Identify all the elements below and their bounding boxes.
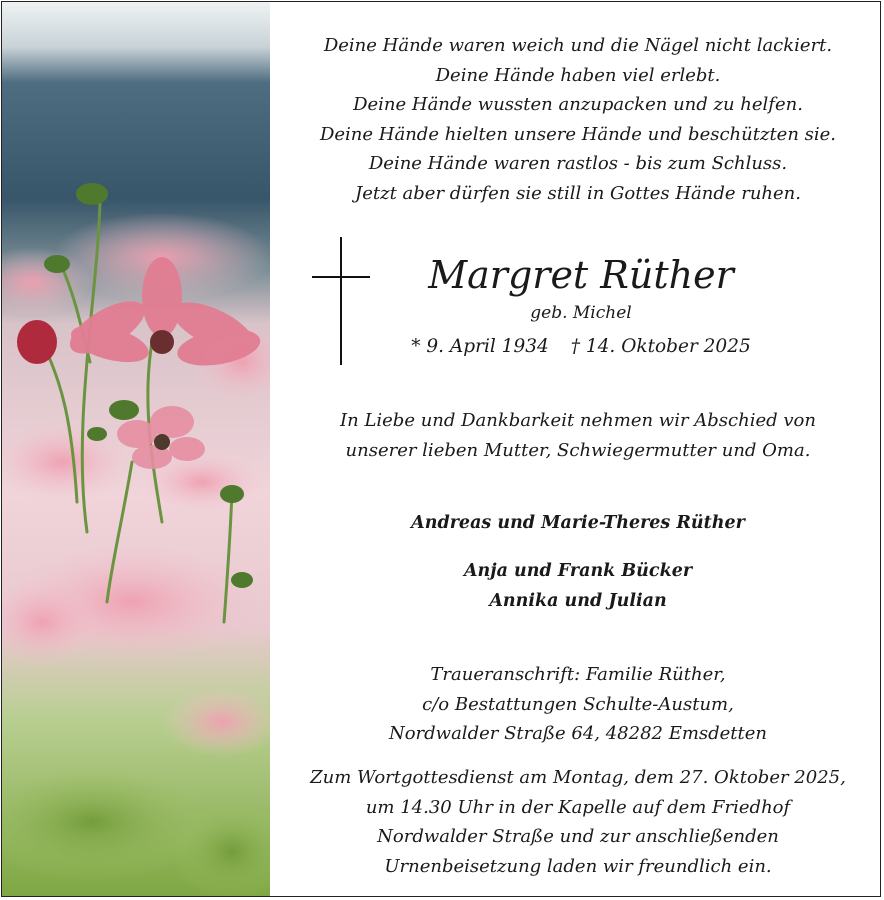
service-line: Zum Wortgottesdienst am Montag, dem 27. Oktober 2025,: [310, 767, 846, 788]
address-line: Nordwalder Straße 64, 48282 Emsdetten: [388, 723, 768, 744]
death-date: † 14. Oktober 2025: [570, 336, 751, 357]
address-line: Traueranschrift: Familie Rüther,: [430, 664, 726, 685]
poem-line: Deine Hände hielten unsere Hände und beschützten sie.: [319, 123, 837, 145]
service-line: um 14.30 Uhr in der Kapelle auf dem Friedhof: [365, 796, 791, 818]
farewell-text: [278, 406, 878, 465]
service-info: [278, 763, 878, 881]
poem-line: Deine Hände haben viel erlebt.: [435, 64, 721, 86]
life-dates: [358, 333, 804, 361]
poem-line: Deine Hände waren weich und die Nägel nicht lackiert.: [323, 35, 833, 56]
farewell-line: In Liebe und Dankbarkeit nehmen wir Abschied von: [340, 410, 816, 431]
family-line: Annika und Julian: [489, 590, 667, 611]
birth-date: * 9. April 1934: [411, 336, 549, 357]
family-line: Andreas und Marie-Theres Rüther: [411, 513, 745, 533]
mourning-address: [278, 660, 878, 749]
farewell-line: unserer lieben Mutter, Schwiegermutter und Oma.: [345, 439, 811, 461]
poem-line: Deine Hände wussten anzupacken und zu helfen.: [353, 94, 803, 115]
poem-line: Jetzt aber dürfen sie still in Gottes Hände ruhen.: [355, 182, 801, 204]
family-group: [278, 509, 878, 539]
service-line: Nordwalder Straße und zur anschließenden: [377, 826, 779, 847]
poem-line: Deine Hände waren rastlos - bis zum Schluss.: [368, 153, 788, 174]
service-line: Urnenbeisetzung laden wir freundlich ein.: [384, 855, 772, 877]
deceased-name: Margret Rüther: [428, 253, 734, 297]
poem: [278, 31, 878, 208]
flower-field-photo: [2, 2, 270, 896]
notice-text: [278, 0, 878, 900]
birth-name: geb. Michel: [530, 303, 632, 323]
address-line: c/o Bestattungen Schulte-Austum,: [422, 693, 734, 715]
family-group: [278, 557, 878, 616]
family-line: Anja und Frank Bücker: [463, 561, 693, 581]
